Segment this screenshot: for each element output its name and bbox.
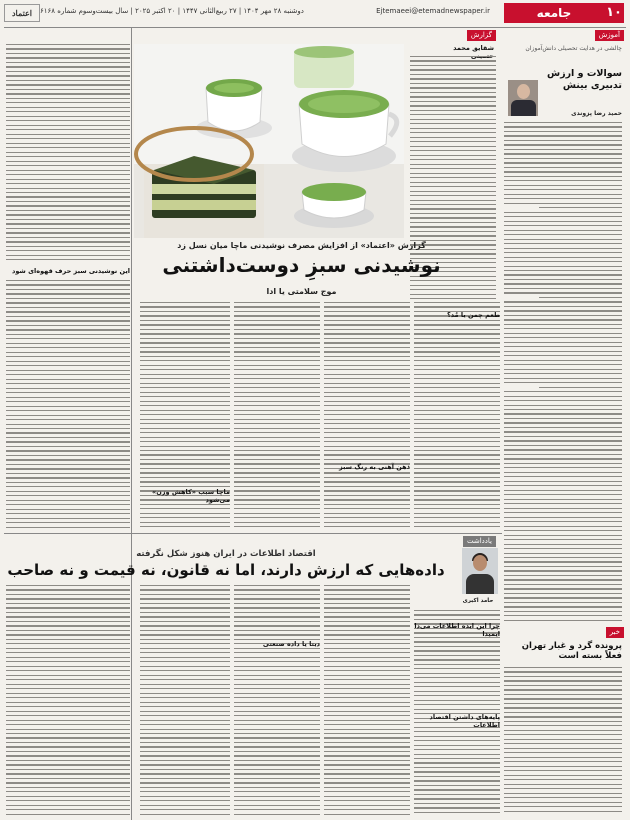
news-box — [502, 627, 624, 817]
feature-body-col-2 — [324, 302, 410, 528]
story2-title: داده‌هایی که ارزش دارند، اما نه قانون، نه قیمت و نه صاحب — [7, 561, 445, 579]
feature-subhead-1: طعم چمن یا مُد؟ — [447, 311, 500, 319]
column-divider — [131, 28, 132, 820]
story2-body-col-2 — [324, 585, 410, 815]
feature-column-author: شقایق محمد — [453, 44, 494, 52]
left-column-body-text — [6, 280, 130, 528]
matcha-illustration — [134, 44, 404, 238]
left-column-top-text — [6, 44, 130, 260]
feature-body-col-1 — [414, 302, 500, 528]
story-divider — [4, 533, 502, 534]
education-kicker: چالشی در هدایت تحصیلی دانش‌آموزان — [525, 45, 622, 52]
email-link[interactable]: Ejtemaeei@etemadnewspaper.ir — [376, 7, 490, 15]
story2-body-col-5 — [6, 585, 130, 815]
story2-subhead-1: چرا این ایده اطلاعات می‌دا ایمیدا — [414, 622, 500, 638]
section-title: جامعه — [504, 3, 604, 23]
newspaper-logo: اعتماد — [4, 4, 40, 22]
feature-subhead-2: ذهن آهنی به رنگ سبز — [338, 463, 410, 471]
story2-body-col-4 — [140, 585, 230, 815]
education-tag: آموزش — [595, 30, 624, 41]
education-author: حمید رضا پزوندی — [571, 110, 622, 117]
news-tag: خبر — [606, 627, 624, 638]
story2-subhead-2: دیتا یا داده صنعتی — [262, 640, 320, 648]
story2-body-col-3 — [234, 585, 320, 815]
feature-body-col-3 — [234, 302, 320, 528]
left-column-title: این نوشیدنی سبز حرف قهوه‌ای شود — [12, 267, 130, 275]
feature-title: نوشیدنی سبزِ دوست‌داشتنی — [162, 253, 441, 277]
story2-subhead-3: پایه‌های داشتن اقتصاد اطلاعات — [429, 713, 500, 729]
story2-tag: یادداشت — [463, 536, 496, 547]
issue-date: دوشنبه ۲۸ مهر ۱۴۰۴ | ۲۷ ربیع‌الثانی ۱۴۴۷ | ۲۰ اکتبر ۲۰۲۵ | سال بیست‌وسوم شماره ۶۱۶۸ — [40, 7, 304, 15]
matcha-photo — [134, 44, 404, 238]
author-photo — [508, 80, 538, 116]
story2-kicker: اقتصاد اطلاعات در ایران هنوز شکل نگرفته — [136, 549, 316, 559]
feature-subtitle: موج سلامتی یا ادا — [266, 287, 337, 296]
story2-author: حامد اکبری — [462, 598, 494, 604]
feature-subhead-3: ماچا سبب «کاهش وزن» می‌شود — [152, 488, 230, 504]
page-header — [0, 0, 630, 26]
education-column — [502, 26, 624, 626]
news-body-text — [504, 667, 622, 815]
education-body-text — [504, 122, 622, 622]
news-title: پرونده گرد و غبار تهران فعلاً بسته است — [521, 641, 622, 661]
story2-author-photo — [462, 548, 498, 594]
education-title: سوالات و ارزش تدبیری بینش — [547, 68, 622, 91]
feature-kicker: گزارش «اعتماد» از افزایش مصرف نوشیدنی ماچا میان نسل زد — [177, 241, 426, 250]
page-number: ۱۰ — [604, 3, 624, 23]
report-tag: گزارش — [467, 30, 496, 41]
